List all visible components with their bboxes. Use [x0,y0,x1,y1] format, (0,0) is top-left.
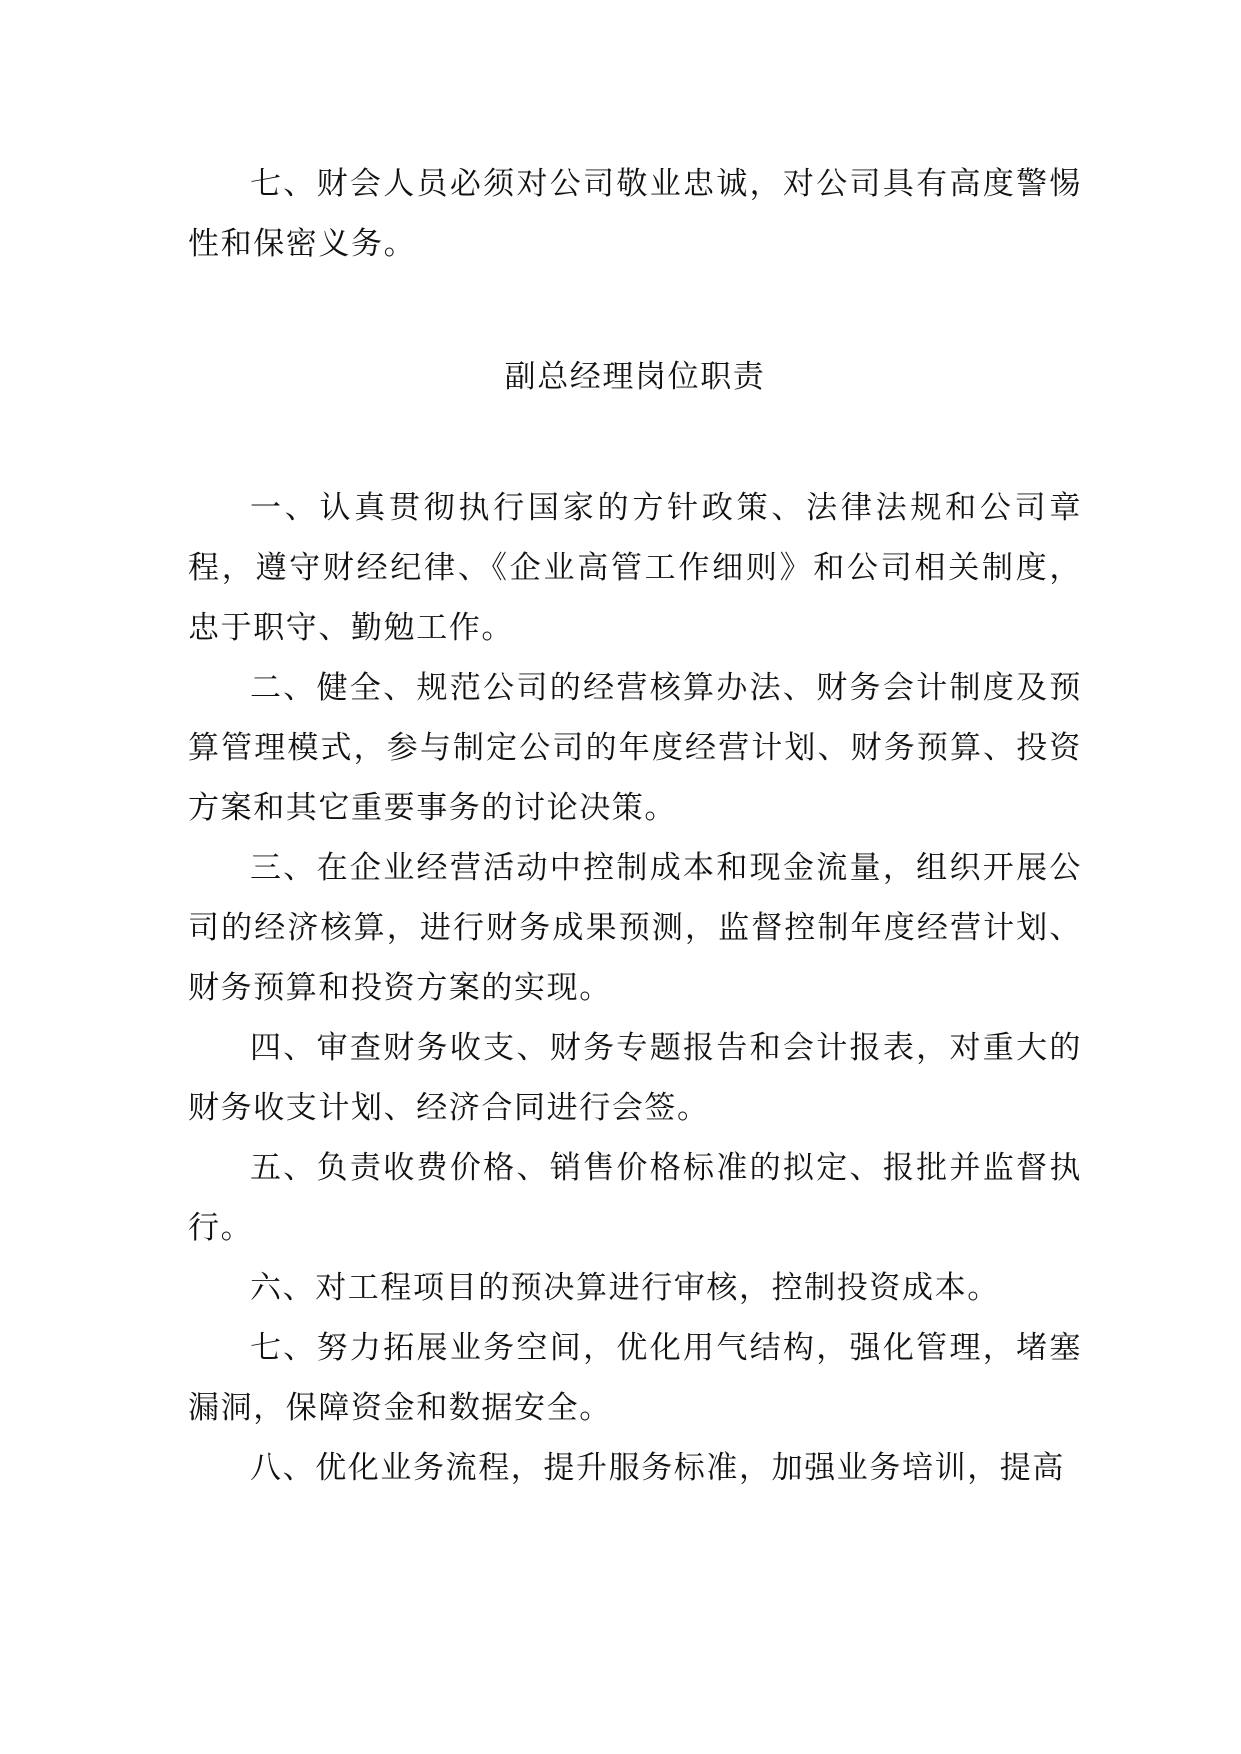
duty-list [188,478,1082,1498]
duty-paragraph-8: 八、优化业务流程，提升服务标准，加强业务培训，提高 [250,1450,1065,1486]
intro-paragraph: 七、财会人员必须对公司敬业忠诚，对公司具有高度警惕性和保密义务。 [188,166,1082,262]
duty-paragraph-1: 一、认真贯彻执行国家的方针政策、法律法规和公司章程，遵守财经纪律、《企业高管工作细则》和公司相关制度，忠于职守、勤勉工作。 [188,490,1082,646]
duty-paragraph-4: 四、审查财务收支、财务专题报告和会计报表，对重大的财务收支计划、经济合同进行会签。 [188,1030,1082,1126]
section-title: 副总经理岗位职责 [504,359,766,395]
duty-paragraph-3: 三、在企业经营活动中控制成本和现金流量，组织开展公司的经济核算，进行财务成果预测，监督控制年度经营计划、财务预算和投资方案的实现。 [188,850,1082,1006]
duty-paragraph-7: 七、努力拓展业务空间，优化用气结构，强化管理，堵塞漏洞，保障资金和数据安全。 [188,1330,1082,1426]
duty-paragraph-6: 六、对工程项目的预决算进行审核，控制投资成本。 [250,1270,1000,1306]
duty-paragraph-5: 五、负责收费价格、销售价格标准的拟定、报批并监督执行。 [188,1150,1082,1246]
duty-paragraph-2: 二、健全、规范公司的经营核算办法、财务会计制度及预算管理模式，参与制定公司的年度经营计划、财务预算、投资方案和其它重要事务的讨论决策。 [188,670,1082,826]
